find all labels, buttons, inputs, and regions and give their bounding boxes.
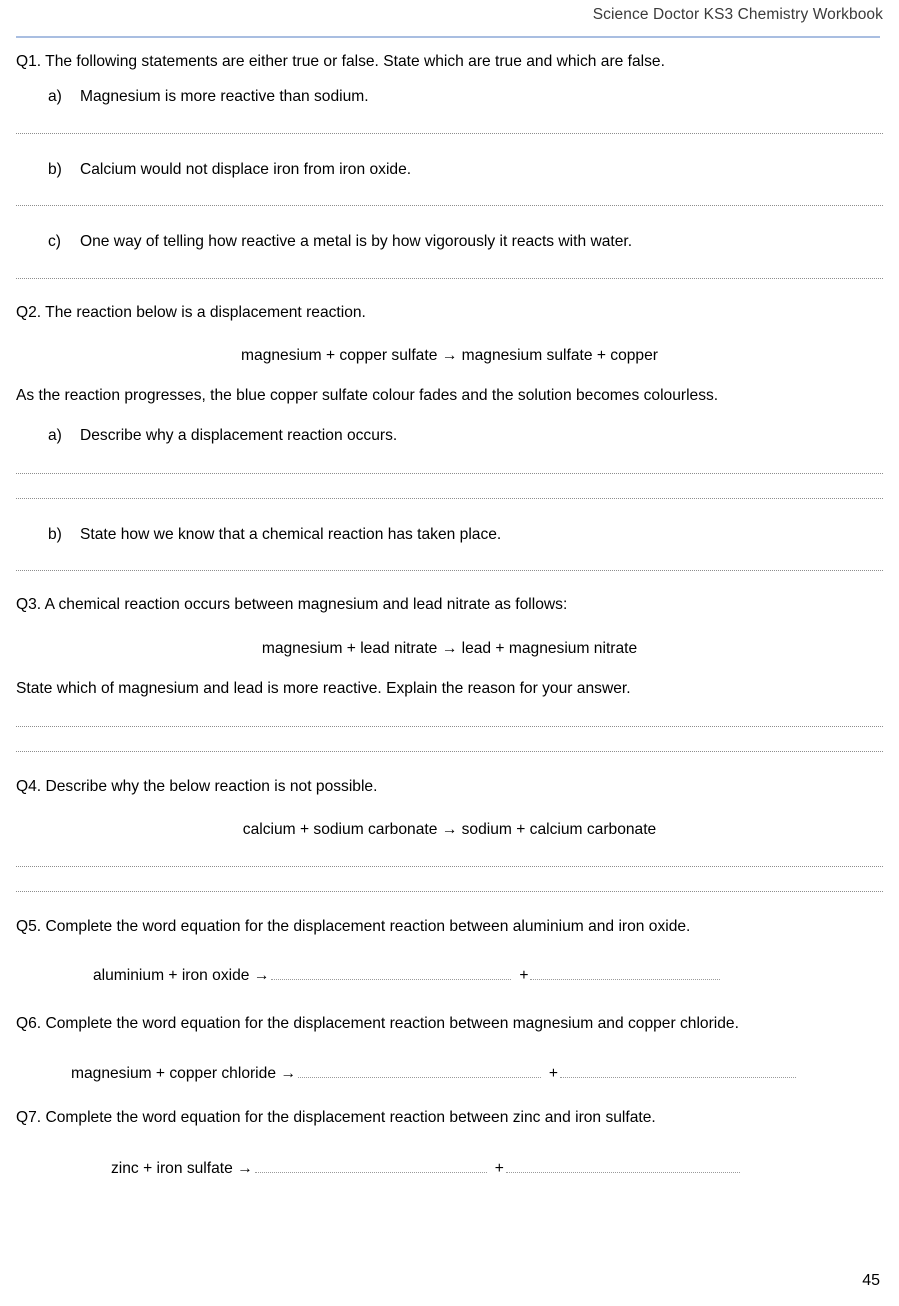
question-2-part-b [16, 525, 883, 544]
spacer [16, 544, 883, 570]
answer-blank-q7-1[interactable] [255, 1157, 487, 1173]
spacer [16, 474, 883, 498]
question-3-equation: magnesium + lead nitrate → lead + magnesium nitrate [261, 639, 638, 657]
part-letter: b) [48, 160, 62, 178]
question-4-equation: calcium + sodium carbonate → sodium + calcium carbonate [242, 821, 657, 839]
worksheet-content [16, 38, 883, 1178]
spacer [16, 986, 883, 1014]
question-1-part-a [16, 87, 883, 106]
spacer [16, 206, 883, 232]
equation-reactants: zinc + iron sulfate → [111, 1159, 253, 1177]
spacer [16, 571, 883, 595]
question-2-stem: Q2. The reaction below is a displacement reaction. [16, 303, 366, 321]
equation-reactants: aluminium + iron oxide → [93, 967, 270, 985]
answer-blank-q6-2[interactable] [560, 1062, 796, 1078]
spacer [16, 1033, 883, 1062]
question-2-note: As the reaction progresses, the blue copper sulfate colour fades and the solution becomes colourless. [16, 386, 719, 404]
spacer [16, 752, 883, 777]
question-1-part-c [16, 232, 883, 251]
spacer [16, 699, 883, 726]
spacer [16, 71, 883, 87]
spacer [16, 867, 883, 891]
part-letter: a) [48, 427, 62, 445]
spacer [16, 727, 883, 751]
answer-blank-q5-2[interactable] [530, 964, 720, 980]
answer-blank-q5-1[interactable] [271, 964, 511, 980]
question-1-part-b [16, 160, 883, 179]
spacer [16, 892, 883, 917]
question-5-stem: Q5. Complete the word equation for the displacement reaction between aluminium and iron oxide. [16, 917, 691, 935]
page-number: 45 [862, 1272, 880, 1289]
question-5-equation [16, 964, 883, 985]
question-6-equation [16, 1062, 883, 1083]
question-1-stem: Q1. The following statements are either true or false. State which are true and which are false. [16, 53, 665, 70]
equation-plus: + [548, 1064, 559, 1082]
question-6-stem: Q6. Complete the word equation for the displacement reaction between magnesium and copper chloride. [16, 1014, 739, 1032]
spacer [16, 252, 883, 278]
part-letter: c) [48, 233, 61, 251]
part-text: One way of telling how reactive a metal is by how vigorously it reacts with water. [80, 233, 633, 251]
part-letter: a) [48, 88, 62, 106]
spacer [16, 658, 883, 679]
page-header [16, 0, 883, 36]
spacer [16, 134, 883, 160]
question-2-equation: magnesium + copper sulfate → magnesium sulfate + copper [241, 347, 658, 365]
question-2-part-a [16, 426, 883, 445]
part-text: Calcium would not displace iron from iron oxide. [80, 160, 412, 178]
spacer [16, 796, 883, 820]
spacer [16, 322, 883, 346]
spacer [16, 615, 883, 639]
question-3-prompt: State which of magnesium and lead is more reactive. Explain the reason for your answer. [16, 680, 631, 698]
question-3-stem: Q3. A chemical reaction occurs between magnesium and lead nitrate as follows: [16, 596, 568, 614]
spacer [16, 405, 883, 426]
answer-blank-q7-2[interactable] [506, 1157, 740, 1173]
equation-reactants: magnesium + copper chloride → [71, 1064, 296, 1082]
question-7-equation [16, 1157, 883, 1178]
spacer [16, 499, 883, 525]
part-text: Describe why a displacement reaction occurs. [80, 427, 398, 445]
question-4-stem: Q4. Describe why the below reaction is not possible. [16, 777, 378, 795]
spacer [16, 107, 883, 133]
part-letter: b) [48, 525, 62, 543]
equation-plus: + [494, 1159, 504, 1177]
equation-plus: + [519, 967, 529, 985]
spacer [16, 179, 883, 205]
spacer [16, 446, 883, 473]
answer-blank-q6-1[interactable] [298, 1062, 541, 1078]
spacer [16, 366, 883, 386]
question-7-stem: Q7. Complete the word equation for the displacement reaction between zinc and iron sulfate. [16, 1109, 656, 1127]
workbook-title: Science Doctor KS3 Chemistry Workbook [592, 6, 883, 23]
spacer [16, 1128, 883, 1157]
part-text: State how we know that a chemical reaction has taken place. [80, 525, 502, 543]
spacer [16, 1083, 883, 1108]
part-text: Magnesium is more reactive than sodium. [80, 88, 369, 106]
spacer [16, 840, 883, 866]
spacer [16, 279, 883, 303]
spacer [16, 936, 883, 964]
